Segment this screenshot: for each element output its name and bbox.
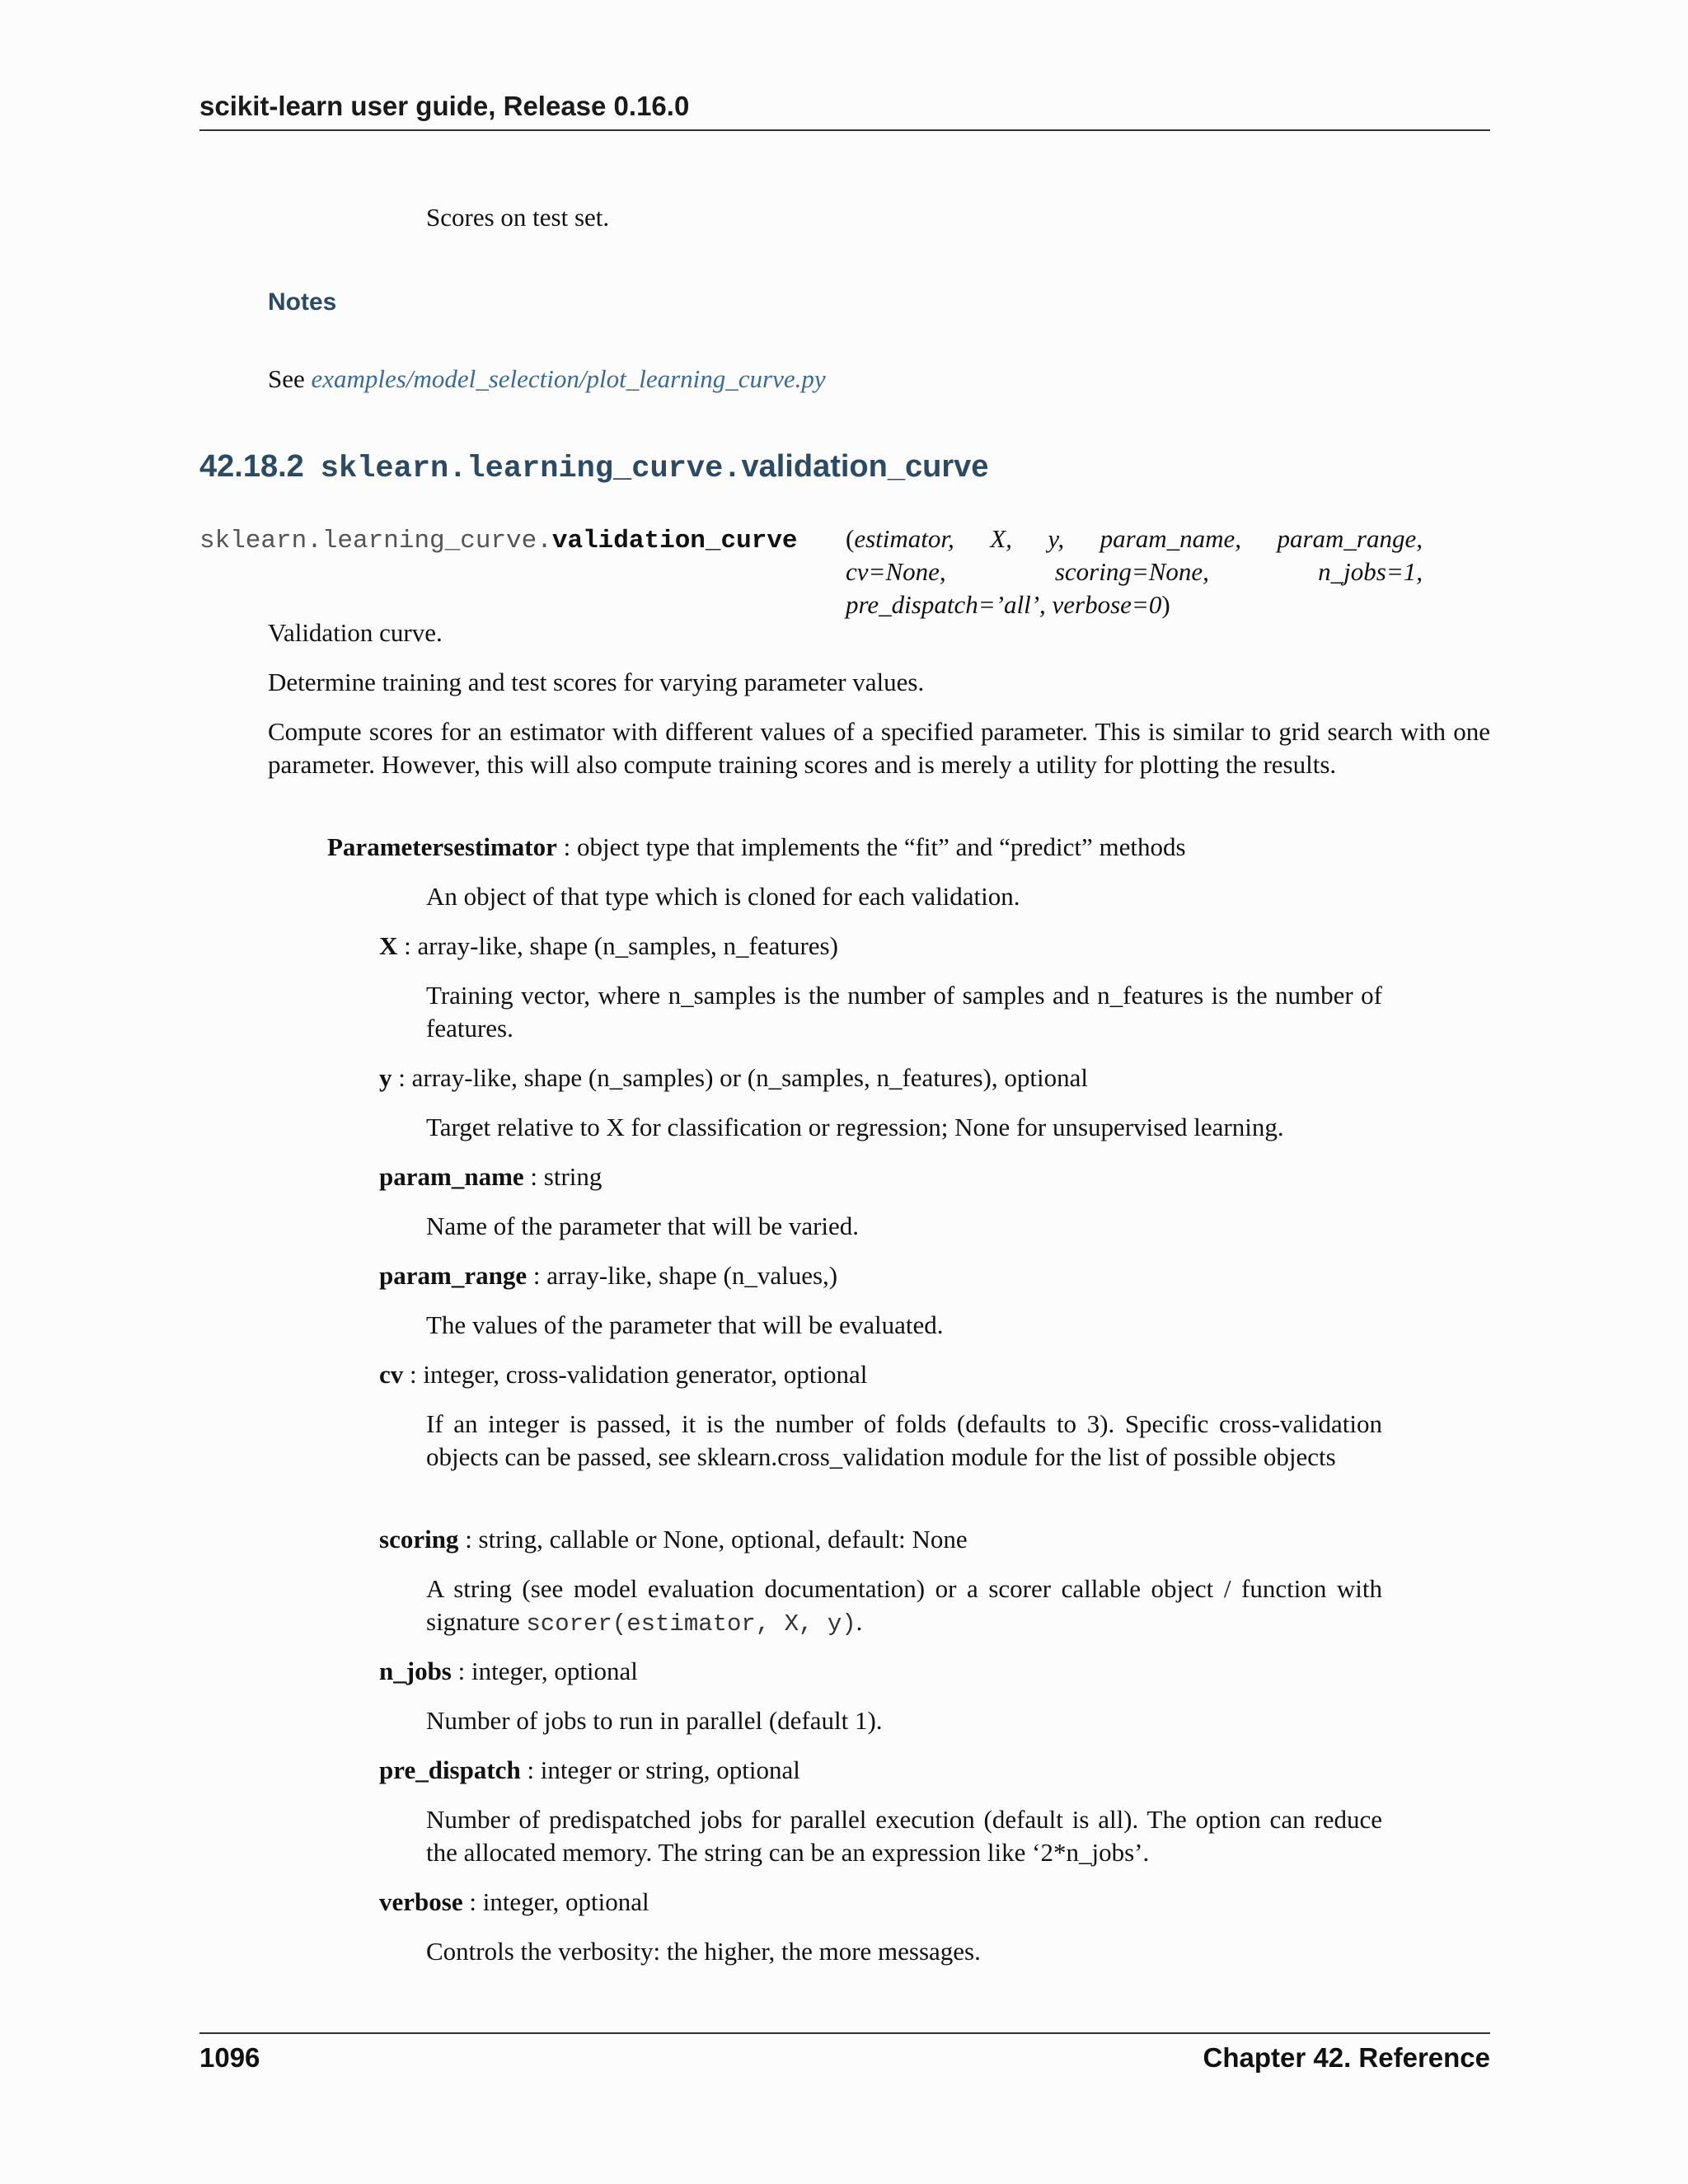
param-X-desc: Training vector, where n_samples is the number of samples and n_features is the number of features. (426, 981, 1382, 1043)
description-1: Determine training and test scores for varying parameter values. (268, 668, 925, 696)
param-cv-desc: If an integer is passed, it is the number of folds (defaults to 3). Specific cross-validation objects can be passed, see sklearn.cross_validation module for the list of possible objects (426, 1409, 1382, 1471)
signature-arg-y: y, (1048, 524, 1065, 553)
signature-args-line-3 (846, 588, 1423, 621)
param-verbose-line (379, 1886, 649, 1919)
param-estimator-line (327, 831, 1186, 864)
section-function-name: validation_curve (741, 449, 989, 484)
notes-heading: Notes (268, 288, 337, 316)
signature-arg-estimator: estimator, (854, 524, 954, 553)
param-pre-dispatch-line (379, 1754, 800, 1787)
param-cv-line (379, 1358, 867, 1391)
param-estimator-desc: An object of that type which is cloned for each validation. (426, 882, 1020, 911)
signature-arg-scoring: scoring=None, (1054, 557, 1209, 586)
signature-module: sklearn.learning_curve. (199, 527, 552, 555)
section-module: sklearn.learning_curve. (320, 452, 742, 486)
param-verbose-desc: Controls the verbosity: the higher, the more messages. (426, 1937, 981, 1966)
param-y-desc: Target relative to X for classification or regression; None for unsupervised learning. (426, 1113, 1284, 1141)
summary-text: Validation curve. (268, 618, 443, 647)
param-scoring-line (379, 1523, 968, 1556)
function-signature-name (199, 524, 798, 555)
param-cv-type: : integer, cross-validation generator, optional (403, 1360, 868, 1389)
signature-arg-cv: cv=None, (846, 557, 946, 586)
signature-arg-X: X, (990, 524, 1012, 553)
param-n-jobs-name: n_jobs (379, 1657, 452, 1685)
param-y-name: y (379, 1063, 392, 1092)
param-verbose-type: : integer, optional (462, 1887, 649, 1916)
param-estimator-name: estimator (453, 832, 557, 861)
signature-arg-pre-dispatch: pre_dispatch=’all’, verbose=0 (846, 590, 1162, 619)
param-param-range-name: param_range (379, 1261, 528, 1290)
page-number: 1096 (199, 2042, 260, 2073)
param-X-line (379, 930, 838, 963)
signature-arg-n-jobs: n_jobs=1, (1318, 557, 1423, 586)
param-cv-name: cv (379, 1360, 404, 1389)
param-pre-dispatch-name: pre_dispatch (379, 1755, 521, 1784)
param-y-type: : array-like, shape (n_samples) or (n_samples, n_features), optional (392, 1063, 1088, 1092)
signature-arg-param-name: param_name, (1100, 524, 1241, 553)
signature-arg-param-range: param_range, (1277, 524, 1423, 553)
description-2: Compute scores for an estimator with different values of a specified parameter. This is similar to grid search with one parameter. However, this will also compute training scores and is merely a utility for plotting the results. (268, 717, 1490, 779)
param-X-type: : array-like, shape (n_samples, n_features) (397, 931, 838, 960)
chapter-label: Chapter 42. Reference (1203, 2042, 1490, 2073)
param-scoring-type: : string, callable or None, optional, default: None (458, 1525, 968, 1554)
param-scoring-desc-end: . (856, 1607, 863, 1636)
param-param-range-desc: The values of the parameter that will be evaluated. (426, 1310, 944, 1339)
footer-rule (199, 2032, 1490, 2034)
param-param-range-type: : array-like, shape (n_values,) (527, 1261, 838, 1290)
param-scoring-desc (426, 1572, 1382, 1641)
param-param-name-desc: Name of the parameter that will be varied. (426, 1212, 860, 1240)
signature-close-paren: ) (1161, 590, 1170, 619)
returns-description: Scores on test set. (426, 203, 610, 232)
param-param-name-name: param_name (379, 1162, 524, 1191)
param-param-name-type: : string (523, 1162, 603, 1191)
param-param-range-line (379, 1259, 837, 1292)
parameters-label: Parameters (327, 832, 454, 861)
section-number: 42.18.2 (199, 449, 304, 484)
running-header-title: scikit-learn user guide, Release 0.16.0 (199, 91, 690, 121)
signature-open-paren: ( (846, 524, 855, 553)
param-param-name-line (379, 1160, 602, 1193)
param-y-line (379, 1062, 1088, 1094)
example-link[interactable]: examples/model_selection/plot_learning_curve.py (311, 364, 826, 393)
param-n-jobs-type: : integer, optional (451, 1657, 638, 1685)
notes-see-line (268, 363, 826, 396)
param-scoring-desc-text: A string (see model evaluation documentation) or a scorer callable object / function with signature (426, 1574, 1382, 1636)
section-heading (199, 449, 988, 486)
param-n-jobs-desc: Number of jobs to run in parallel (default 1). (426, 1706, 883, 1735)
param-scoring-code: scorer(estimator, X, y) (526, 1610, 856, 1638)
signature-args-line-1 (846, 523, 1423, 555)
param-pre-dispatch-type: : integer or string, optional (520, 1755, 800, 1784)
param-verbose-name: verbose (379, 1887, 463, 1916)
param-pre-dispatch-desc: Number of predispatched jobs for parallel execution (default is all). The option can reduce the allocated memory. The string can be an expression like ‘2*n_jobs’. (426, 1805, 1382, 1867)
param-n-jobs-line (379, 1655, 638, 1688)
param-X-name: X (379, 931, 398, 960)
signature-function: validation_curve (551, 527, 798, 555)
see-prefix: See (268, 364, 312, 393)
signature-args-line-2 (846, 555, 1423, 588)
function-signature-args (846, 523, 1423, 621)
header-rule (199, 129, 1490, 131)
param-estimator-type: : object type that implements the “fit” and “predict” methods (556, 832, 1186, 861)
param-scoring-name: scoring (379, 1525, 459, 1554)
